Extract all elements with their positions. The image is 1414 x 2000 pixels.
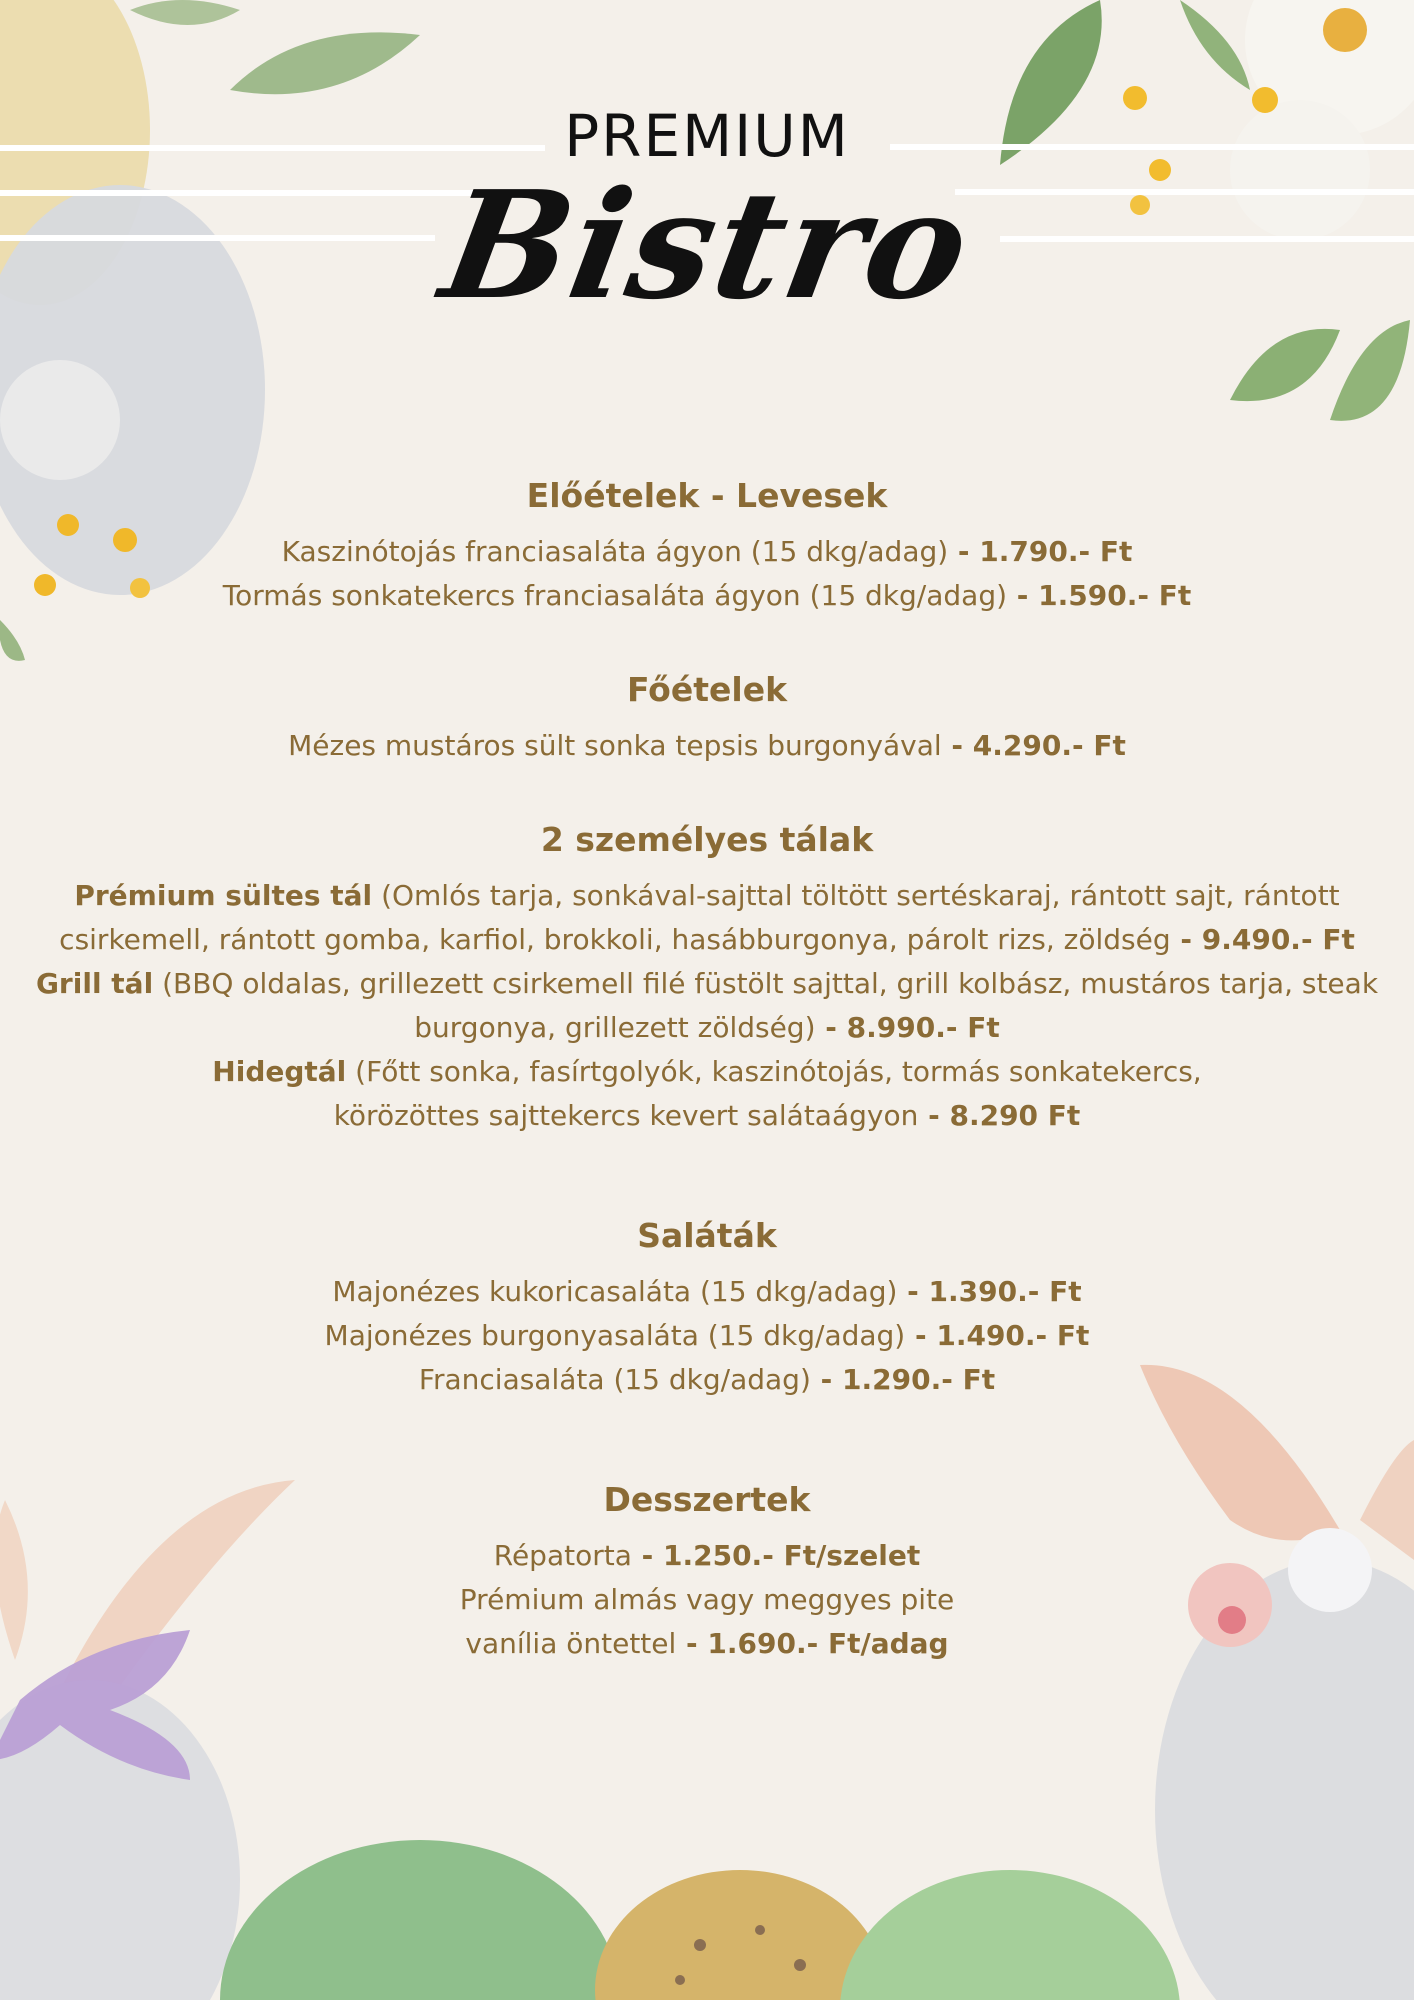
menu-item: vanília öntettel - 1.690.- Ft/adag bbox=[465, 1627, 949, 1660]
menu-item: Répatorta - 1.250.- Ft/szelet bbox=[493, 1539, 921, 1572]
item-price: - 1.790.- Ft bbox=[948, 535, 1133, 568]
menu-item: Franciasaláta (15 dkg/adag) - 1.290.- Ft bbox=[418, 1363, 996, 1396]
section-starters-soups bbox=[30, 470, 1384, 618]
item-price: - 1.690.- Ft/adag bbox=[676, 1627, 949, 1660]
menu bbox=[30, 470, 1384, 1712]
menu-item: Kaszinótojás franciasaláta ágyon (15 dkg/adag) - 1.790.- Ft bbox=[281, 535, 1133, 568]
menu-item: Grill tál (BBQ oldalas, grillezett csirkemell filé füstölt sajttal, grill kolbász, mustáros tarja, steak burgonya, grillezett zöldség) - 8.990.- Ft bbox=[35, 967, 1379, 1044]
item-price: - 8.290 Ft bbox=[918, 1099, 1081, 1132]
section-title: Főételek bbox=[626, 670, 788, 709]
menu-item: Prémium almás vagy meggyes pite bbox=[459, 1583, 955, 1616]
section-platters-for-two bbox=[30, 814, 1384, 1138]
section-title: 2 személyes tálak bbox=[540, 820, 874, 859]
green-egg-icon bbox=[220, 1840, 620, 2000]
section-salads bbox=[30, 1210, 1384, 1402]
item-name: Hidegtál bbox=[212, 1055, 347, 1088]
item-price: - 9.490.- Ft bbox=[1170, 923, 1355, 956]
leaf-icon bbox=[1180, 0, 1250, 90]
item-price: - 8.990.- Ft bbox=[815, 1011, 1000, 1044]
speckled-egg-icon bbox=[595, 1870, 885, 2000]
brand-premium: PREMIUM bbox=[564, 102, 850, 170]
leaf-icon bbox=[130, 0, 240, 25]
section-title: Saláták bbox=[637, 1216, 777, 1255]
item-price: - 1.490.- Ft bbox=[905, 1319, 1090, 1352]
section-desserts bbox=[30, 1474, 1384, 1666]
leaf-icon bbox=[230, 32, 420, 94]
leaf-icon bbox=[0, 620, 25, 661]
brand-bistro: Bistro bbox=[430, 158, 984, 332]
item-name: Prémium sültes tál bbox=[74, 879, 373, 912]
menu-item: Hidegtál (Főtt sonka, fasírtgolyók, kaszinótojás, tormás sonkatekercs, körözöttes sajttekercs kevert salátaágyon - 8.290 Ft bbox=[212, 1055, 1202, 1132]
menu-item: Majonézes kukoricasaláta (15 dkg/adag) - 1.390.- Ft bbox=[332, 1275, 1082, 1308]
item-price: - 1.250.- Ft/szelet bbox=[631, 1539, 921, 1572]
item-price: - 1.290.- Ft bbox=[810, 1363, 996, 1396]
menu-item: Mézes mustáros sült sonka tepsis burgonyával - 4.290.- Ft bbox=[288, 729, 1126, 762]
section-title: Desszertek bbox=[603, 1480, 811, 1519]
item-name: Grill tál bbox=[35, 967, 154, 1000]
bunny-ear-icon bbox=[0, 1500, 28, 1660]
item-price: - 4.290.- Ft bbox=[941, 729, 1126, 762]
leaf-icon bbox=[1230, 329, 1340, 401]
menu-item: Prémium sültes tál (Omlós tarja, sonkával-sajttal töltött sertéskaraj, rántott sajt, rántott csirkemell, rántott gomba, karfiol, brokkoli, hasábburgonya, párolt rizs, zöldség - 9.490.- Ft bbox=[59, 879, 1355, 956]
leaf-icon bbox=[1330, 320, 1410, 421]
green-egg-icon bbox=[840, 1870, 1180, 2000]
section-main-courses bbox=[30, 664, 1384, 768]
menu-item: Tormás sonkatekercs franciasaláta ágyon (15 dkg/adag) - 1.590.- Ft bbox=[222, 579, 1192, 612]
section-title: Előételek - Levesek bbox=[526, 476, 888, 515]
menu-item: Majonézes burgonyasaláta (15 dkg/adag) - 1.490.- Ft bbox=[324, 1319, 1090, 1352]
item-price: - 1.390.- Ft bbox=[897, 1275, 1082, 1308]
item-price: - 1.590.- Ft bbox=[1007, 579, 1192, 612]
